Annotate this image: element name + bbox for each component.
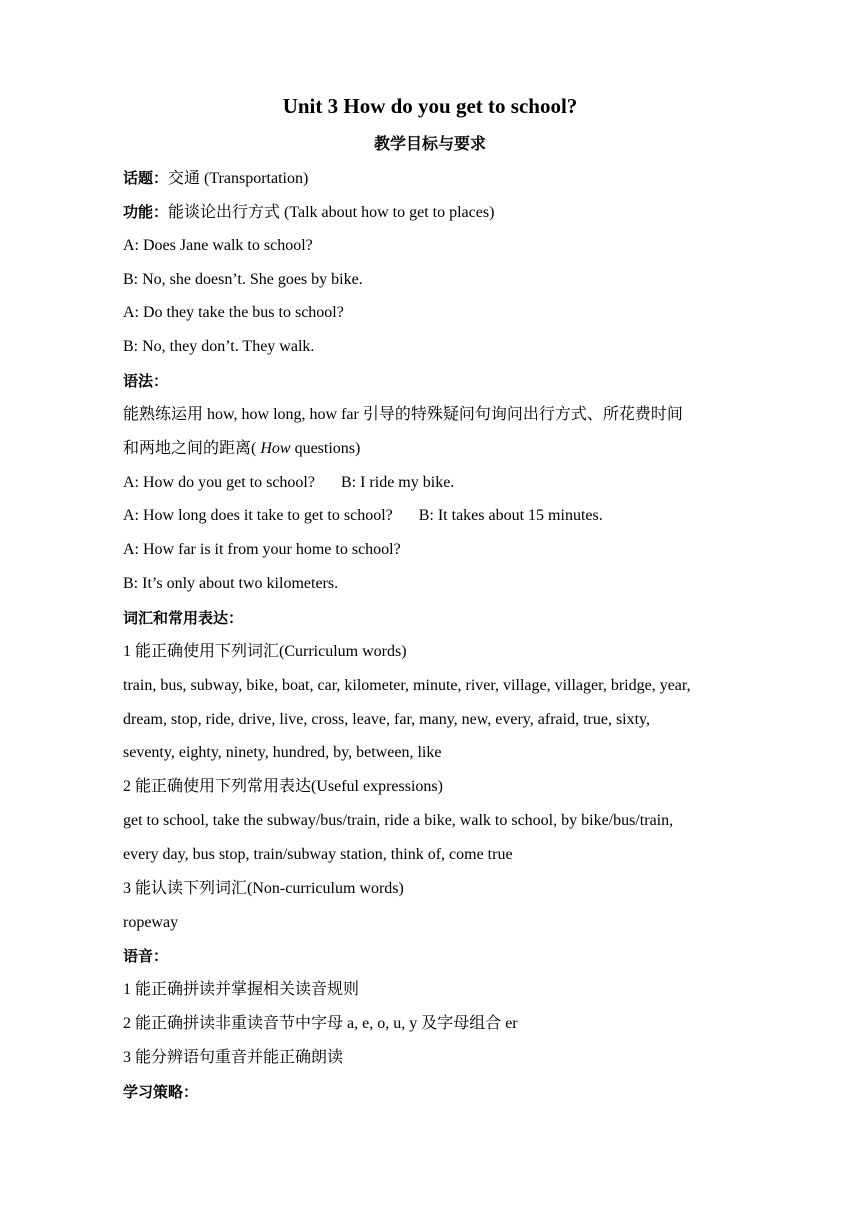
vocab-heading: 词汇和常用表达： — [123, 608, 244, 627]
grammar-example-line — [123, 471, 763, 505]
vocab-word-line: train, bus, subway, bike, boat, car, kilometer, minute, river, village, villager, bridge, year, — [123, 676, 691, 694]
vocab-item3-title: 3 能认读下列词汇(Non-curriculum words) — [123, 879, 404, 897]
grammar-example-answer: B: It takes about 15 minutes. — [418, 507, 603, 525]
phonetics-item: 2 能正确拼读非重读音节中字母 a, e, o, u, y 及字母组合 er — [123, 1015, 518, 1033]
phonetics-item: 1 能正确拼读并掌握相关读音规则 — [123, 981, 360, 999]
grammar-heading: 语法： — [123, 372, 169, 391]
grammar-desc-post: questions) — [290, 439, 361, 457]
function-text: 能谈论出行方式 (Talk about how to get to places) — [168, 203, 495, 221]
function-label: 功能： — [123, 202, 169, 221]
vocab-word-line: dream, stop, ride, drive, live, cross, leave, far, many, new, every, afraid, true, sixty, — [123, 710, 651, 728]
grammar-example-question: A: How do you get to school? — [123, 473, 315, 491]
grammar-example-line: A: How far is it from your home to school? — [123, 541, 401, 559]
grammar-example-answer: B: I ride my bike. — [340, 473, 455, 491]
vocab-item3-word: ropeway — [123, 913, 179, 931]
grammar-example-question: A: How long does it take to get to school? — [123, 507, 393, 525]
grammar-description-line1: 能熟练运用 how, how long, how far 引导的特殊疑问句询问出行方式、所花费时间 — [123, 405, 683, 423]
document-title: Unit 3 How do you get to school? — [282, 94, 578, 118]
phonetics-heading: 语音： — [123, 947, 169, 966]
grammar-desc-pre: 和两地之间的距离( — [123, 439, 261, 457]
document-body — [123, 166, 763, 1114]
vocab-item1-title: 1 能正确使用下列词汇(Curriculum words) — [123, 642, 407, 660]
function-dialogue-line: A: Do they take the bus to school? — [123, 304, 344, 322]
phonetics-item: 3 能分辨语句重音并能正确朗读 — [123, 1048, 344, 1066]
vocab-item2-title: 2 能正确使用下列常用表达(Useful expressions) — [123, 778, 443, 796]
grammar-desc-italic: How — [260, 439, 291, 457]
vocab-expression-line: get to school, take the subway/bus/train, ride a bike, walk to school, by bike/bus/train, — [123, 812, 674, 830]
vocab-word-line: seventy, eighty, ninety, hundred, by, between, like — [123, 744, 442, 762]
topic-label: 话题： — [123, 169, 169, 187]
strategy-heading: 学习策略： — [123, 1082, 199, 1101]
grammar-example-line — [123, 504, 763, 538]
function-dialogue-line: B: No, she doesn’t. She goes by bike. — [123, 270, 363, 288]
function-line — [123, 200, 763, 234]
vocab-expression-line: every day, bus stop, train/subway station, think of, come true — [123, 845, 513, 863]
topic-line — [123, 166, 763, 200]
function-dialogue-line: A: Does Jane walk to school? — [123, 236, 313, 254]
grammar-description-line2 — [123, 437, 763, 471]
grammar-example-line: B: It’s only about two kilometers. — [123, 575, 339, 593]
topic-text: 交通 (Transportation) — [168, 170, 309, 187]
document-subtitle: 教学目标与要求 — [373, 134, 486, 153]
function-dialogue-line: B: No, they don’t. They walk. — [123, 338, 315, 356]
